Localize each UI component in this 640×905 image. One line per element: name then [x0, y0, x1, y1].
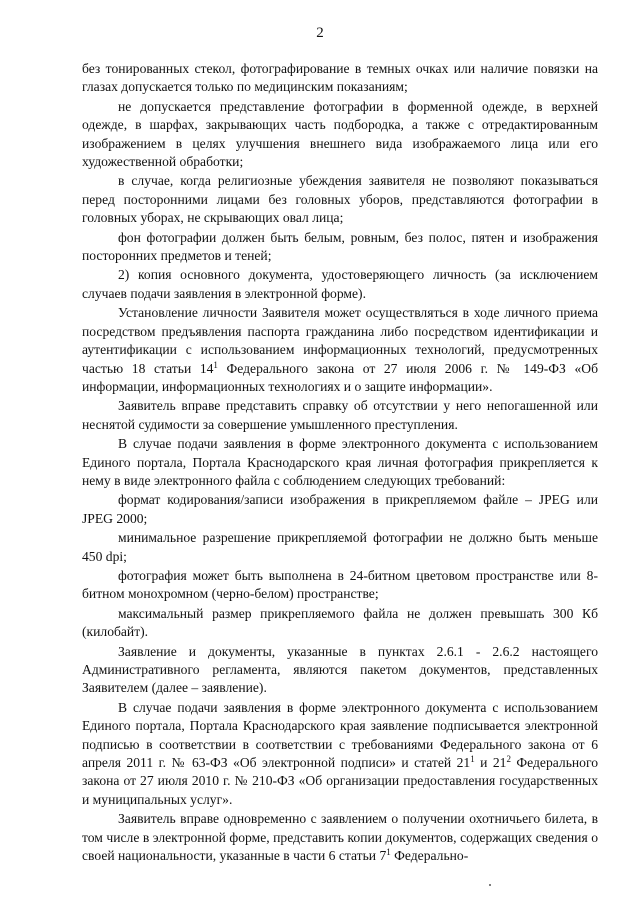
paragraph: минимальное разрешение прикрепляемой фотографии не должно быть меньше 450 dpi;	[82, 530, 598, 564]
paragraph: фон фотографии должен быть белым, ровным, без полос, пятен и изображения посторонних предметов и теней;	[82, 229, 598, 264]
scan-speck	[489, 884, 491, 886]
paragraph: без тонированных стекол, фотографирование в темных очках или наличие повязки на глазах допускается только по медицинским показаниям;	[82, 61, 598, 95]
paragraph: формат кодирования/записи изображения в прикрепляемом файле – JPEG или JPEG 2000;	[82, 492, 598, 526]
superscript: 1	[213, 359, 218, 370]
paragraph-text: Федерального закона от 27 июля 2010 г. № 210-ФЗ «Об организации предоставления государственных и муниципальных услуг».	[82, 755, 599, 807]
superscript: 1	[470, 754, 475, 765]
paragraph: фотография может быть выполнена в 24-битном цветовом пространстве или 8-битном монохромном (черно-белом) пространстве;	[82, 567, 598, 602]
paragraph-text: Заявитель вправе одновременно с заявлением о получении охотничьего билета, в том числе в электронной форме, представить копии документов, содержащих сведения о своей национальности, указанные в части 6 статьи 7	[82, 811, 598, 864]
paragraph: Заявитель вправе представить справку об отсутствии у него непогашенной или неснятой судимости за совершение умышленного преступления.	[82, 398, 598, 432]
paragraph: максимальный размер прикрепляемого файла не должен превышать 300 Кб (килобайт).	[82, 605, 598, 640]
paragraph-text: и 21	[474, 755, 507, 771]
superscript: 1	[386, 847, 391, 858]
paragraph-text: В случае подачи заявления в форме электронного документа с использованием Единого портала, Портала Краснодарского края заявление подписывается электронной подписью в соответствии в соответствии с требованиями Федерального закона от 6 апреля 2011 г. № 63-ФЗ «Об электронной подписи» и статей 21	[82, 699, 598, 771]
document-body	[82, 60, 598, 866]
paragraph: Заявление и документы, указанные в пунктах 2.6.1 - 2.6.2 настоящего Административного регламента, являются пакетом документов, представленных Заявителем (далее – заявление).	[82, 643, 598, 696]
paragraph: в случае, когда религиозные убеждения заявителя не позволяют показываться перед посторонними лицами без головных уборов, представляются фотографии в головных уборах, не скрывающих овал лица;	[82, 173, 598, 226]
paragraph-text: Федерально-	[390, 848, 469, 864]
paragraph-text: Установление личности Заявителя может осуществляться в ходе личного приема посредством предъявления паспорта гражданина либо посредством идентификации и аутентификации с использованием информационных технологий, предусмотренных частью 18 статьи 14	[82, 305, 598, 376]
paragraph	[82, 699, 598, 809]
paragraph	[82, 304, 598, 396]
paragraph: не допускается представление фотографии в форменной одежде, в верхней одежде, в шарфах, закрывающих часть подбородка, а также с отредактированным изображением в целях улучшения внешнего вида изображаемого лица или его художественной обработки;	[82, 98, 598, 170]
paragraph: В случае подачи заявления в форме электронного документа с использованием Единого портала, Портала Краснодарского края личная фотография прикрепляется к нему в виде электронного файла с соблюдением следующих требований:	[82, 436, 598, 488]
paragraph: 2) копия основного документа, удостоверяющего личность (за исключением случаев подачи заявления в электронной форме).	[82, 267, 598, 301]
page-number: 2	[316, 25, 324, 41]
paragraph-text: Федерального закона от 27 июля 2006 г. № 149-ФЗ «Об информации, информационных технологиях и о защите информации».	[82, 360, 598, 394]
paragraph	[82, 810, 598, 865]
superscript: 2	[506, 754, 511, 765]
